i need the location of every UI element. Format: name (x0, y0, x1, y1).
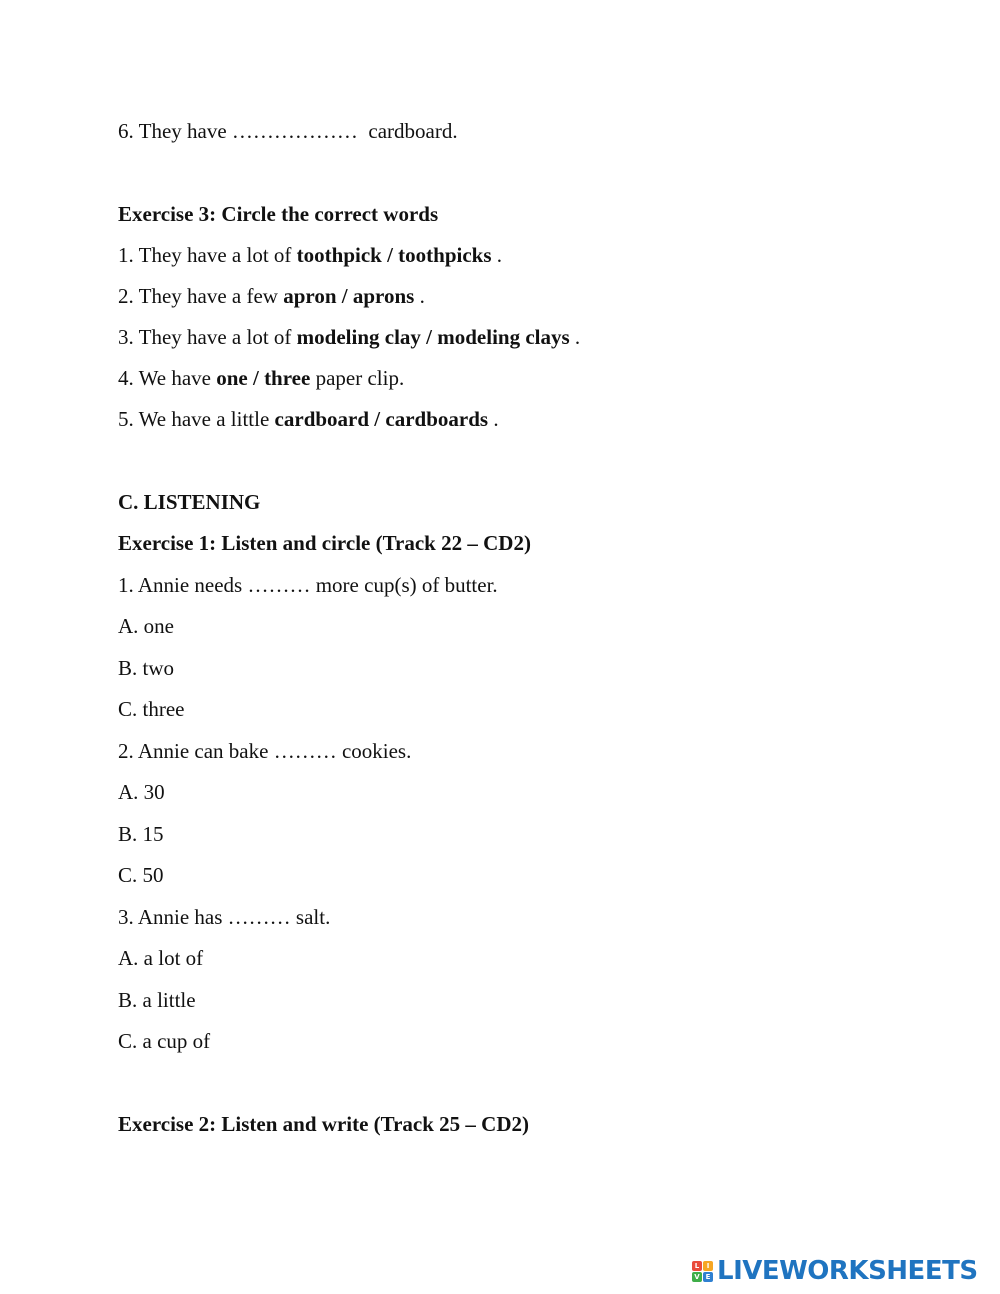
exercise2-item-6: 6. They have ……………… cardboard. (118, 119, 458, 143)
option-1a[interactable]: A. one (118, 614, 174, 638)
exercise3-item-3: 3. They have a lot of modeling clay / modeling clays . (118, 325, 581, 349)
option-2a[interactable]: A. 30 (118, 780, 165, 804)
exercise3-item-5: 5. We have a little cardboard / cardboards . (118, 407, 499, 431)
liveworksheets-logo (692, 1256, 990, 1286)
section-heading-listening: C. LISTENING (118, 490, 261, 514)
logo-mark-i: I (703, 1261, 713, 1271)
option-3b[interactable]: B. a little (118, 988, 196, 1012)
logo-mark-l: L (692, 1261, 702, 1271)
exercise3-item-1: 1. They have a lot of toothpick / toothpicks . (118, 243, 503, 267)
question-3: 3. Annie has ……… salt. (118, 905, 331, 929)
exercise3-title: Exercise 3: Circle the correct words (118, 202, 439, 226)
choice-pair[interactable]: modeling clay / modeling clays (296, 325, 570, 349)
logo-mark-e: E (703, 1272, 713, 1282)
logo-text: LIVEWORKSHEETS (717, 1256, 978, 1286)
listening-exercise1-title: Exercise 1: Listen and circle (Track 22 – CD2) (118, 531, 531, 555)
exercise3-item-2: 2. They have a few apron / aprons . (118, 284, 425, 308)
choice-pair[interactable]: cardboard / cardboards (274, 407, 489, 431)
exercise3-item-4: 4. We have one / three paper clip. (118, 366, 405, 390)
option-1b[interactable]: B. two (118, 656, 175, 680)
option-2c[interactable]: C. 50 (118, 863, 164, 887)
option-2b[interactable]: B. 15 (118, 822, 164, 846)
option-3a[interactable]: A. a lot of (118, 946, 204, 970)
logo-mark-v: V (692, 1272, 702, 1282)
listening-exercise2-title: Exercise 2: Listen and write (Track 25 – CD2) (118, 1112, 529, 1136)
question-1: 1. Annie needs ……… more cup(s) of butter. (118, 573, 498, 597)
option-1c[interactable]: C. three (118, 697, 185, 721)
choice-pair[interactable]: toothpick / toothpicks (296, 243, 492, 267)
choice-pair[interactable]: one / three (216, 366, 311, 390)
option-3c[interactable]: C. a cup of (118, 1029, 211, 1053)
choice-pair[interactable]: apron / aprons (283, 284, 415, 308)
logo-mark-icon (692, 1261, 713, 1282)
question-2: 2. Annie can bake ……… cookies. (118, 739, 412, 763)
